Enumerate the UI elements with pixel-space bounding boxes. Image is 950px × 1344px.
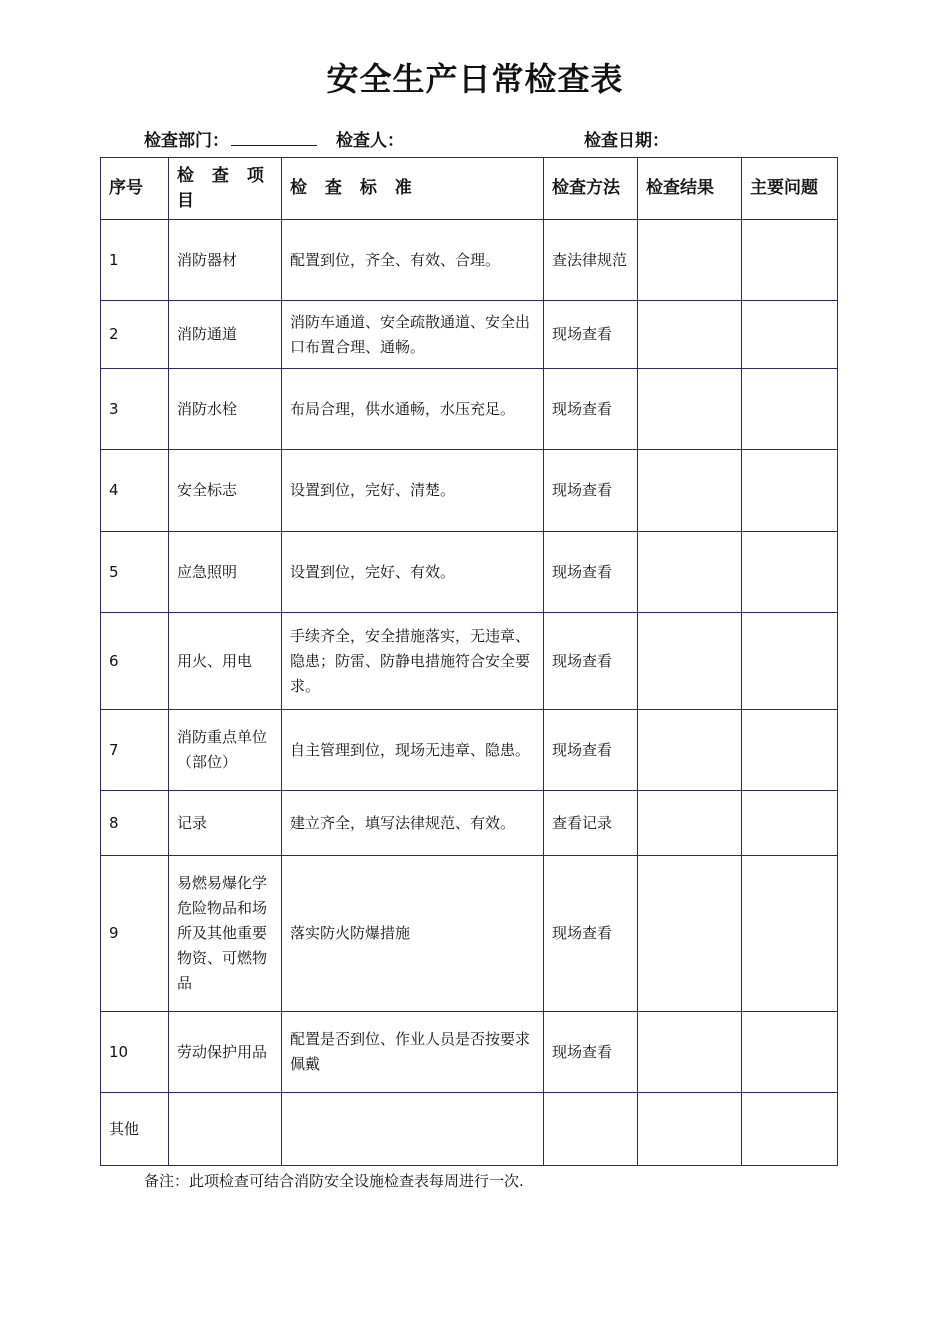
table-row [101, 856, 838, 1012]
row-item: 应急照明 [169, 532, 282, 613]
row-result[interactable] [638, 532, 742, 613]
row-method: 现场查看 [544, 450, 638, 532]
row-standard: 配置是否到位、作业人员是否按要求佩戴 [282, 1012, 544, 1093]
header-method: 检查方法 [544, 158, 638, 220]
row-standard: 落实防火防爆措施 [282, 856, 544, 1012]
row-other-item[interactable] [169, 1093, 282, 1166]
row-standard: 布局合理，供水通畅，水压充足。 [282, 369, 544, 450]
row-no: 8 [101, 791, 169, 856]
row-item: 消防水栓 [169, 369, 282, 450]
row-problem[interactable] [742, 220, 838, 301]
table-row [101, 791, 838, 856]
row-problem[interactable] [742, 856, 838, 1012]
row-problem[interactable] [742, 369, 838, 450]
row-result[interactable] [638, 1012, 742, 1093]
row-result[interactable] [638, 369, 742, 450]
table-row-other [101, 1093, 838, 1166]
row-result[interactable] [638, 856, 742, 1012]
inspector-label: 检查人： [336, 131, 404, 151]
row-method: 查法律规范 [544, 220, 638, 301]
row-result[interactable] [638, 220, 742, 301]
row-method: 现场查看 [544, 301, 638, 369]
row-no: 5 [101, 532, 169, 613]
row-method: 现场查看 [544, 613, 638, 710]
row-item: 消防重点单位（部位） [169, 710, 282, 791]
row-result[interactable] [638, 710, 742, 791]
row-item: 安全标志 [169, 450, 282, 532]
row-no: 3 [101, 369, 169, 450]
table-row [101, 710, 838, 791]
row-no: 2 [101, 301, 169, 369]
row-result[interactable] [638, 791, 742, 856]
header-standard: 检 查 标 准 [282, 158, 544, 220]
row-no: 10 [101, 1012, 169, 1093]
row-no: 6 [101, 613, 169, 710]
row-method: 现场查看 [544, 369, 638, 450]
row-method: 现场查看 [544, 856, 638, 1012]
table-row [101, 450, 838, 532]
row-item: 消防通道 [169, 301, 282, 369]
row-standard: 自主管理到位，现场无违章、隐患。 [282, 710, 544, 791]
row-problem[interactable] [742, 1012, 838, 1093]
row-no: 4 [101, 450, 169, 532]
table-row [101, 369, 838, 450]
row-problem[interactable] [742, 450, 838, 532]
row-problem[interactable] [742, 301, 838, 369]
row-no: 9 [101, 856, 169, 1012]
row-no: 7 [101, 710, 169, 791]
row-standard: 设置到位，完好、有效。 [282, 532, 544, 613]
inspection-table [100, 157, 838, 1166]
table-row [101, 1012, 838, 1093]
page-title: 安全生产日常检查表 [326, 60, 624, 98]
date-label: 检查日期： [584, 131, 669, 151]
row-result[interactable] [638, 613, 742, 710]
header-item: 检 查 项 目 [169, 158, 282, 220]
row-other-standard[interactable] [282, 1093, 544, 1166]
row-method: 查看记录 [544, 791, 638, 856]
row-item: 记录 [169, 791, 282, 856]
row-problem[interactable] [742, 613, 838, 710]
header-problem: 主要问题 [742, 158, 838, 220]
footnote: 备注：此项检查可结合消防安全设施检查表每周进行一次. [144, 1172, 524, 1190]
row-problem[interactable] [742, 532, 838, 613]
row-item: 劳动保护用品 [169, 1012, 282, 1093]
row-standard: 手续齐全，安全措施落实，无违章、隐患；防雷、防静电措施符合安全要求。 [282, 613, 544, 710]
table-row [101, 301, 838, 369]
department-field [144, 126, 317, 151]
row-method: 现场查看 [544, 710, 638, 791]
header-result: 检查结果 [638, 158, 742, 220]
department-label: 检查部门： [144, 131, 229, 151]
row-result[interactable] [638, 450, 742, 532]
row-other-result[interactable] [638, 1093, 742, 1166]
row-no: 1 [101, 220, 169, 301]
header-no: 序号 [101, 158, 169, 220]
row-item: 消防器材 [169, 220, 282, 301]
row-result[interactable] [638, 301, 742, 369]
row-method: 现场查看 [544, 532, 638, 613]
row-other-label: 其他 [101, 1093, 169, 1166]
row-item: 易燃易爆化学危险物品和场所及其他重要物资、可燃物品 [169, 856, 282, 1012]
table-row [101, 613, 838, 710]
row-other-method[interactable] [544, 1093, 638, 1166]
table-row [101, 220, 838, 301]
row-standard: 消防车通道、安全疏散通道、安全出口布置合理、通畅。 [282, 301, 544, 369]
row-item: 用火、用电 [169, 613, 282, 710]
table-header-row [101, 158, 838, 220]
table-row [101, 532, 838, 613]
date-field [584, 126, 669, 151]
row-standard: 设置到位，完好、清楚。 [282, 450, 544, 532]
row-problem[interactable] [742, 710, 838, 791]
row-method: 现场查看 [544, 1012, 638, 1093]
row-standard: 配置到位，齐全、有效、合理。 [282, 220, 544, 301]
inspector-field [336, 126, 404, 151]
department-blank[interactable] [231, 129, 317, 146]
row-problem[interactable] [742, 791, 838, 856]
row-standard: 建立齐全，填写法律规范、有效。 [282, 791, 544, 856]
row-other-problem[interactable] [742, 1093, 838, 1166]
